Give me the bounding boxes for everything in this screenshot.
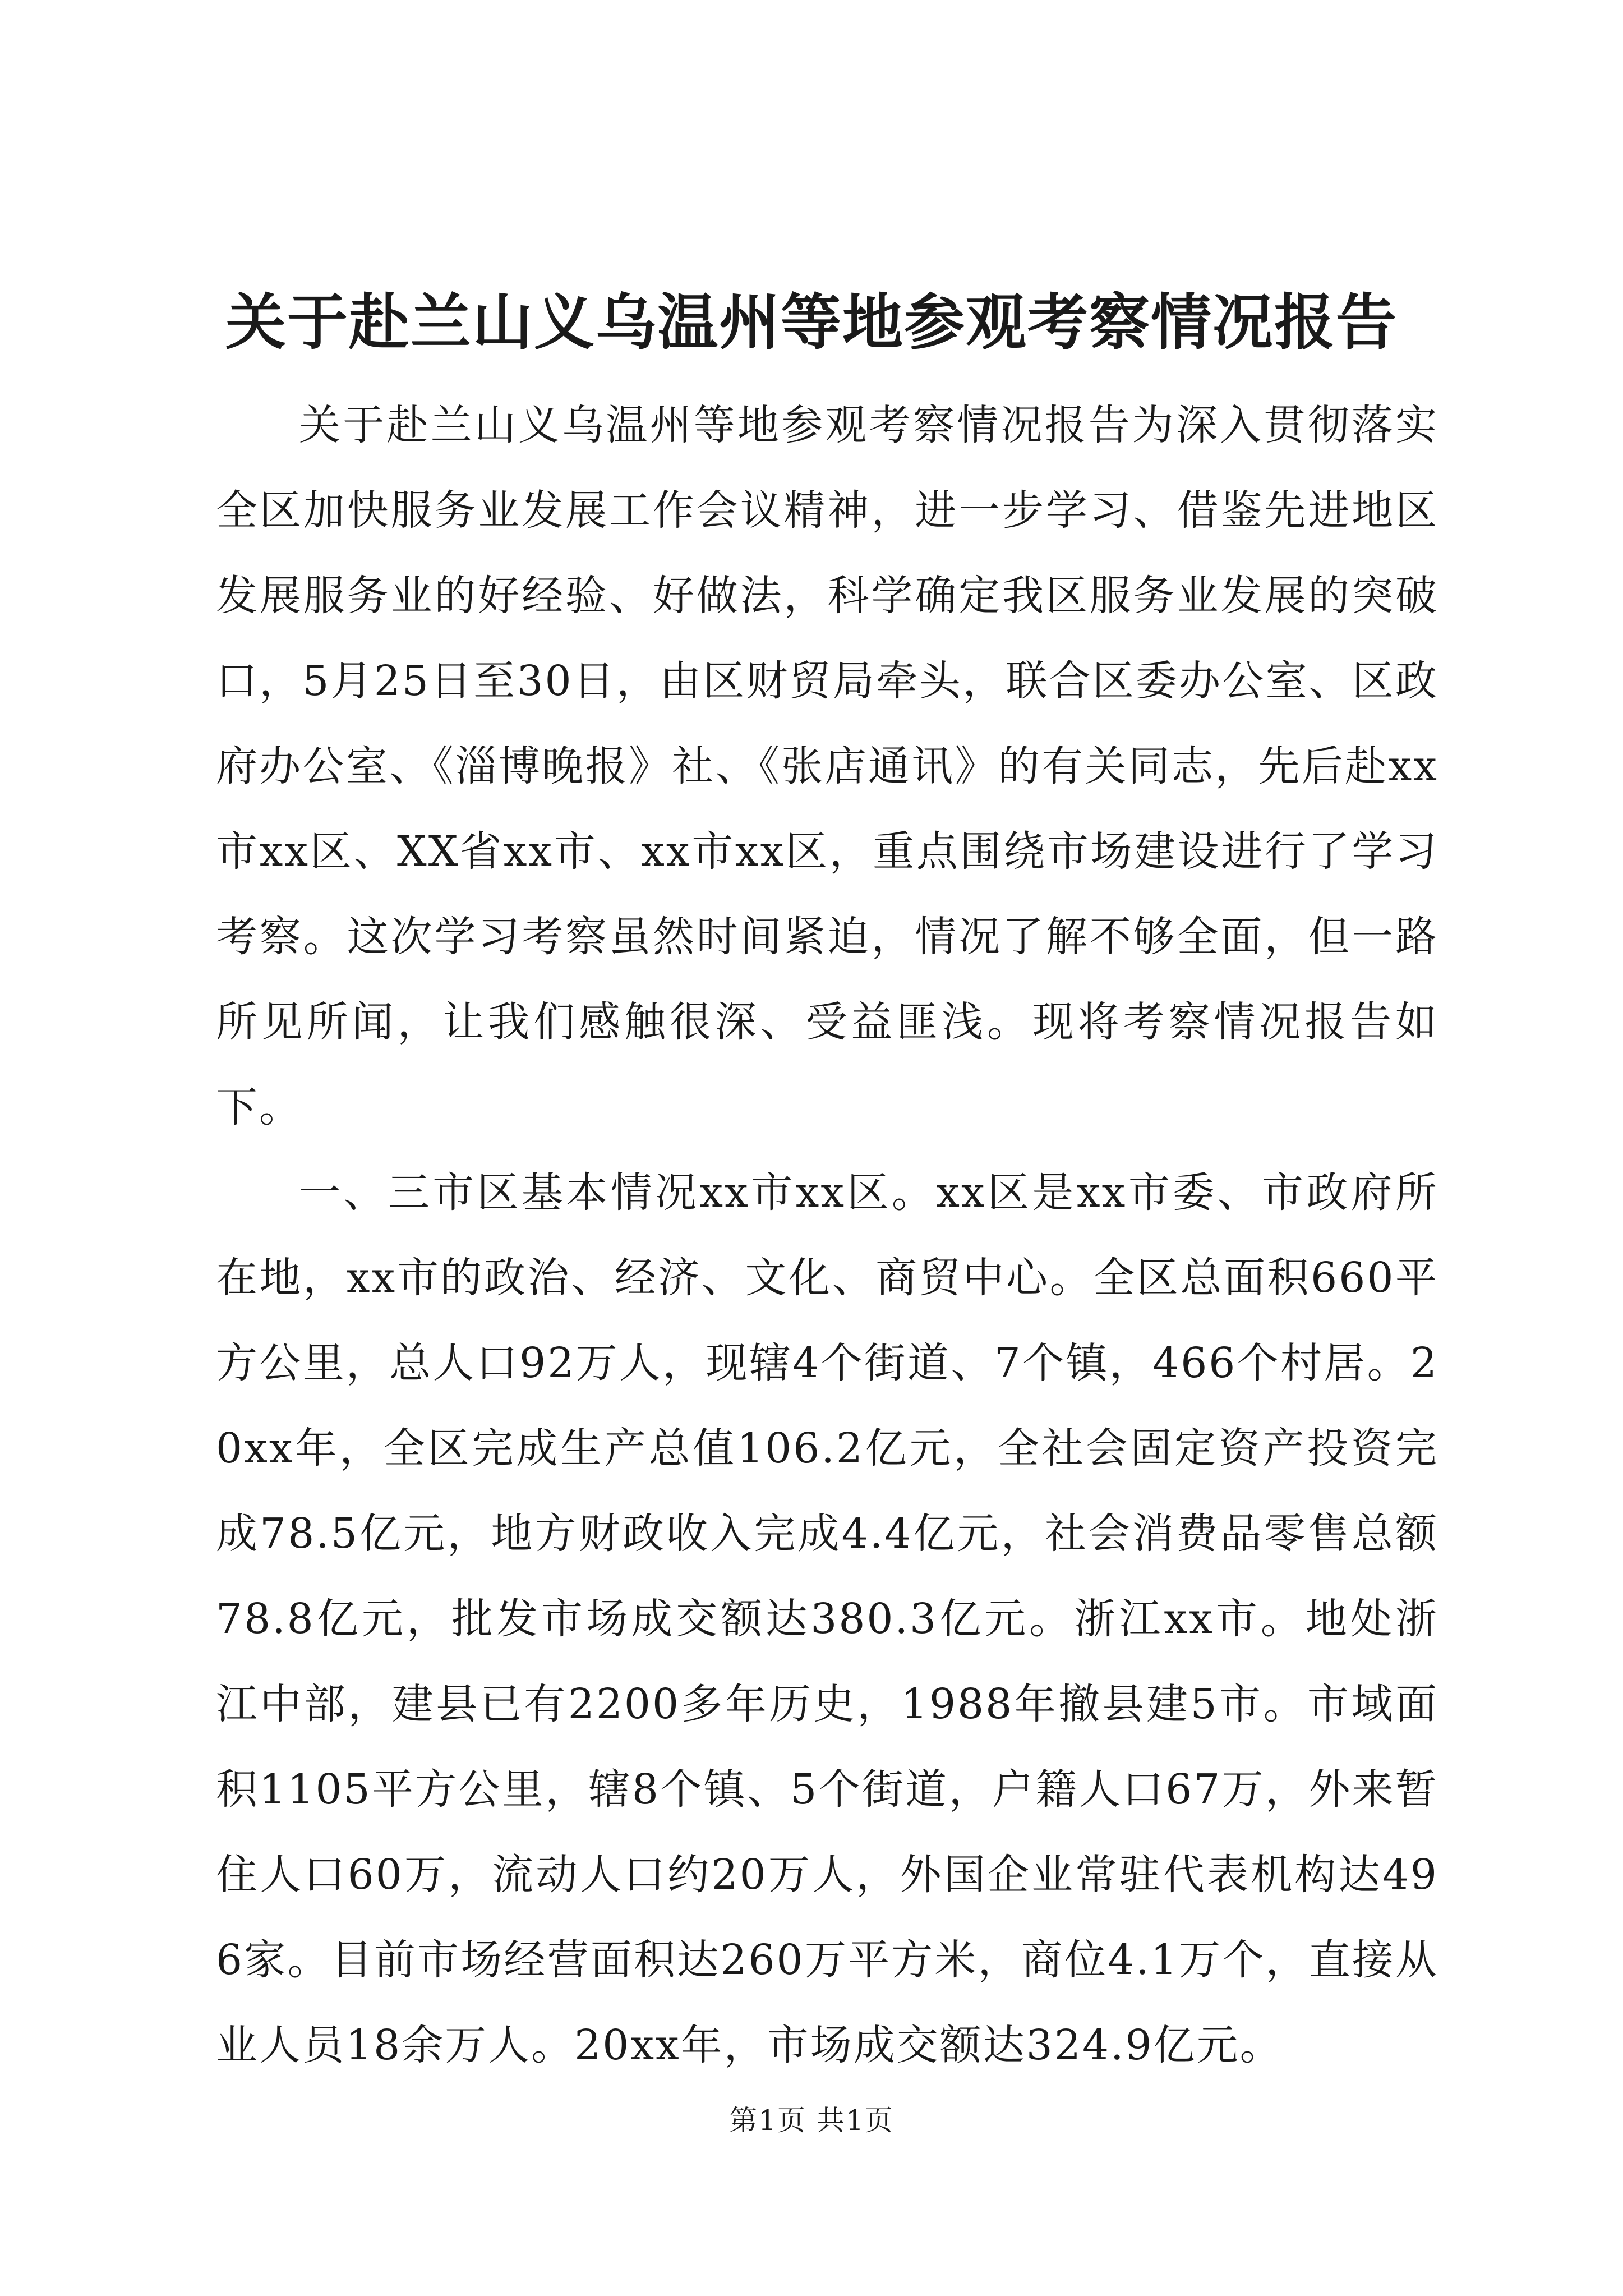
paragraph-section-one: 一、三市区基本情况xx市xx区。xx区是xx市委、市政府所在地，xx市的政治、经济、文化、商贸中心。全区总面积660平方公里，总人口92万人，现辖4个街道、7个镇，466个村居。20xx年，全区完成生产总值106.2亿元，全社会固定资产投资完成78.5亿元，地方财政收入完成4.4亿元，社会消费品零售总额78.8亿元，批发市场成交额达380.3亿元。浙江xx市。地处浙江中部，建县已有2200多年历史，1988年撤县建5市。市域面积1105平方公里，辖8个镇、5个街道，户籍人口67万，外来暂住人口60万，流动人口约20万人，外国企业常驻代表机构达496家。目前市场经营面积达260万平方米，商位4.1万个，直接从业人员18余万人。20xx年，市场成交额达324.9亿元。 [216, 1168, 1438, 2069]
document-body [216, 383, 1438, 2088]
document-title: 关于赴兰山义乌温州等地参观考察情况报告 [225, 287, 1398, 358]
page-footer: 第1页 共1页 [729, 2104, 894, 2137]
paragraph-intro: 关于赴兰山义乌温州等地参观考察情况报告为深入贯彻落实全区加快服务业发展工作会议精神，进一步学习、借鉴先进地区发展服务业的好经验、好做法，科学确定我区服务业发展的突破口，5月25日至30日，由区财贸局牵头，联合区委办公室、区政府办公室、《淄博晚报》社、《张店通讯》的有关同志，先后赴xx市xx区、XX省xx市、xx市xx区，重点围绕市场建设进行了学习考察。这次学习考察虽然时间紧迫，情况了解不够全面，但一路所见所闻，让我们感触很深、受益匪浅。现将考察情况报告如下。 [216, 401, 1438, 1131]
